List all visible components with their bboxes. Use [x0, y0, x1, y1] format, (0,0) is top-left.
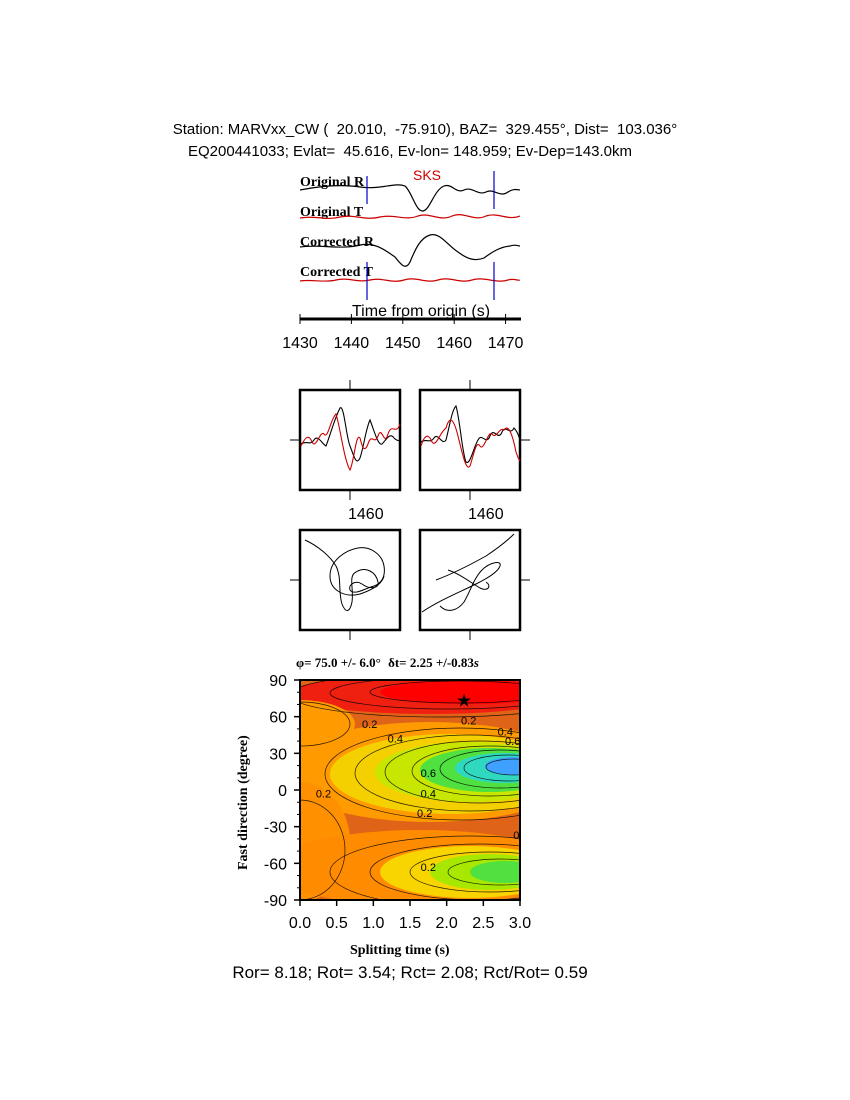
dt-estimate: δt= 2.25 +/-0.83 — [388, 655, 474, 670]
grid-search-ylabel: Fast direction (degree) — [236, 735, 251, 870]
ratio-summary: Ror= 8.18; Rot= 3.54; Rct= 2.08; Rct/Rot= 0.59 — [232, 963, 588, 982]
y-tick-label: -90 — [263, 893, 287, 910]
grid-search-xlabel: Splitting time (s) — [350, 943, 450, 958]
fast-slow-tick-left: 1460 — [348, 506, 384, 523]
best-fit-star: ★ — [456, 690, 473, 712]
contour-label: 0.2 — [461, 715, 477, 728]
x-tick-label: 1.0 — [362, 915, 385, 932]
contour-label: 0.6 — [505, 736, 521, 749]
time-tick-label: 1440 — [333, 335, 370, 352]
time-tick-label: 1470 — [487, 335, 524, 352]
contour-label: 0 — [513, 830, 520, 843]
waveform-panel — [282, 167, 523, 352]
slow-trace — [301, 414, 400, 470]
panel-frame — [420, 390, 520, 490]
time-tick-label: 1460 — [436, 335, 472, 352]
phi-estimate: φ= 75.0 +/- 6.0° — [296, 655, 381, 670]
fast-slow-panel-right — [420, 380, 530, 500]
dt-unit: s — [473, 655, 479, 670]
y-tick-label: -60 — [263, 856, 287, 874]
panel-frame — [420, 530, 520, 630]
sks-phase-label: SKS — [413, 167, 442, 183]
x-tick-label: 0.0 — [288, 915, 312, 932]
trace-label-corrected-r: Corrected R — [300, 235, 374, 250]
time-axis-label: Time from origin (s) — [352, 303, 491, 320]
fast-slow-panel-left — [290, 380, 400, 500]
contour-label: 0.2 — [362, 719, 378, 731]
time-tick-label: 1450 — [384, 335, 421, 352]
x-tick-label: 0.5 — [325, 915, 348, 932]
y-tick-label: 90 — [269, 673, 287, 690]
trace-label-original-r: Original R — [300, 175, 365, 190]
x-tick-label: 2.5 — [472, 915, 495, 932]
fast-trace-corrected — [421, 406, 520, 463]
x-tick-label: 2.0 — [435, 915, 458, 932]
y-tick-label: 30 — [269, 746, 287, 764]
contour-label: 0.4 — [420, 788, 436, 801]
contour-label: 0.2 — [417, 808, 433, 821]
y-tick-label: 60 — [269, 709, 287, 727]
particle-motion-corrected — [422, 534, 514, 612]
fast-slow-tick-right: 1460 — [468, 506, 504, 523]
contour-label: 0.2 — [315, 788, 332, 801]
trace-label-corrected-t: Corrected T — [300, 265, 373, 280]
particle-motion-panel-left — [290, 530, 400, 640]
fast-trace — [301, 408, 400, 461]
x-tick-label: 1.5 — [398, 915, 422, 932]
contour-label: 0.4 — [497, 726, 513, 739]
particle-motion-panel-right — [420, 530, 530, 640]
time-tick-label: 1430 — [282, 335, 318, 352]
contour-label: 0.4 — [387, 733, 403, 746]
x-tick-label: 3.0 — [508, 915, 532, 932]
y-tick-label: 0 — [278, 783, 287, 800]
grid-search-panel — [236, 655, 610, 958]
particle-motion-original — [305, 540, 384, 611]
grid-search-title — [296, 655, 479, 670]
trace-label-original-t: Original T — [300, 205, 364, 220]
slow-trace-corrected — [421, 420, 520, 467]
contour-label: 0.2 — [420, 862, 436, 874]
event-info-line: EQ200441033; Evlat= 45.616, Ev-lon= 148.959; Ev-Dep=143.0km — [187, 143, 633, 160]
station-info-line: Station: MARVxx_CW ( 20.010, -75.910), BAZ= 329.455°, Dist= 103.036° — [172, 121, 678, 138]
y-tick-label: -30 — [263, 819, 287, 837]
contour-label: 0.6 — [420, 767, 436, 780]
